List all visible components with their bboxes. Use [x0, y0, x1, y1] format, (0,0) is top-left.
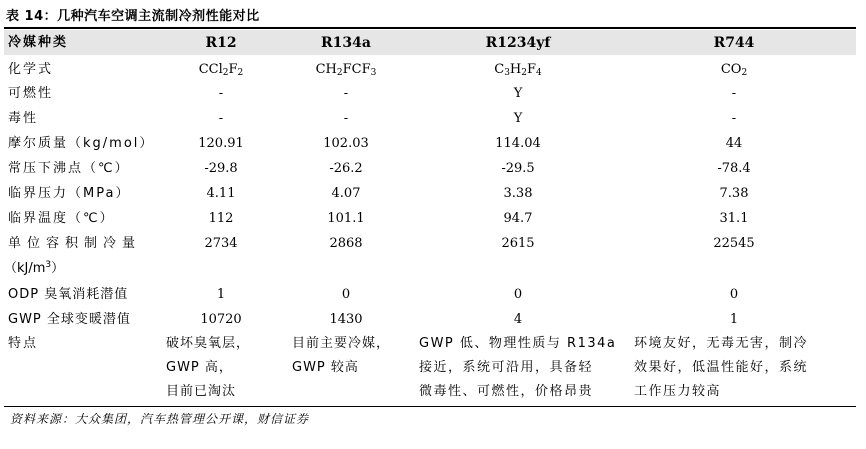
header-refrigerant-type: 冷媒种类: [8, 35, 69, 50]
row-label-flammability: 可燃性: [8, 86, 54, 101]
row-label-formula: 化学式: [8, 62, 54, 77]
row-label-critical-temperature: 临界温度（℃）: [8, 211, 115, 226]
row-label-critical-pressure: 临界压力（MPa）: [8, 186, 131, 201]
odp-r134a: 0: [341, 287, 351, 302]
features-r1234yf-line: GWP 低、物理性质与 R134a: [419, 336, 617, 351]
flammability-r12: -: [218, 86, 224, 101]
formula-r12: $CCl_2F_2$: [198, 62, 244, 78]
features-r12-line: GWP 高，: [166, 360, 233, 375]
gwp-r134a: 1430: [329, 312, 363, 327]
row-label-odp: ODP 臭氧消耗潜值: [8, 287, 129, 302]
row-label-volumetric-capacity-unit: $(kJ/m^3)$: [4, 260, 65, 276]
gwp-r744: 1: [729, 312, 739, 327]
row-label-volumetric-capacity: 单位容积制冷量: [8, 236, 142, 251]
features-r744-line: 环境友好，无毒无害，制冷: [634, 336, 809, 351]
table-bottom-rule: [4, 406, 856, 407]
features-r744-line: 效果好，低温性能好，系统: [634, 360, 809, 375]
critical-temperature-r12: 112: [208, 211, 234, 226]
formula-r134a: $CH_2FCF_3$: [315, 62, 377, 78]
gwp-r1234yf: 4: [513, 312, 523, 327]
critical-pressure-r1234yf: 3.38: [503, 186, 533, 201]
molar-mass-r1234yf: 114.04: [495, 136, 541, 151]
features-r1234yf: [419, 332, 616, 404]
critical-temperature-r1234yf: 94.7: [503, 211, 533, 226]
volumetric-capacity-r1234yf: 2615: [501, 236, 535, 251]
odp-r1234yf: 0: [513, 287, 523, 302]
boiling-point-r134a: -26.2: [329, 161, 363, 176]
boiling-point-r1234yf: -29.5: [501, 161, 535, 176]
critical-pressure-r134a: 4.07: [331, 186, 361, 201]
molar-mass-r12: 120.91: [198, 136, 244, 151]
toxicity-r1234yf: Y: [513, 111, 523, 126]
molar-mass-r744: 44: [725, 136, 743, 151]
header-r134a: R134a: [321, 35, 371, 51]
odp-r744: 0: [729, 287, 739, 302]
gwp-r12: 10720: [200, 312, 242, 327]
header-r12: R12: [205, 35, 237, 51]
critical-temperature-r134a: 101.1: [327, 211, 365, 226]
molar-mass-r134a: 102.03: [323, 136, 369, 151]
source-note: 资料来源：大众集团，汽车热管理公开课，财信证券: [10, 412, 310, 426]
row-label-toxicity: 毒性: [8, 111, 39, 126]
row-label-boiling-point: 常压下沸点（℃）: [8, 161, 130, 176]
row-label-molar-mass: 摩尔质量（kg/mol）: [8, 136, 155, 151]
features-r12-line: 破坏臭氧层，: [166, 336, 251, 351]
features-r134a-line: GWP 较高: [292, 360, 359, 375]
boiling-point-r12: -29.8: [204, 161, 238, 176]
flammability-r744: -: [731, 86, 737, 101]
formula-r1234yf: $C_3H_2F_4$: [494, 62, 542, 78]
header-r744: R744: [713, 35, 755, 51]
volumetric-capacity-r12: 2734: [204, 236, 238, 251]
boiling-point-r744: -78.4: [717, 161, 751, 176]
table-top-rule: [4, 27, 856, 29]
features-r1234yf-line: 微毒性、可燃性，价格昂贵: [419, 384, 594, 399]
flammability-r1234yf: Y: [513, 86, 523, 101]
volumetric-capacity-r744: 22545: [713, 236, 755, 251]
header-r1234yf: R1234yf: [485, 35, 551, 51]
volumetric-capacity-r134a: 2868: [329, 236, 363, 251]
critical-pressure-r12: 4.11: [206, 186, 236, 201]
table-title: 表 14：几种汽车空调主流制冷剂性能对比: [6, 9, 260, 24]
features-r1234yf-line: 接近，系统可沿用，具备轻: [419, 360, 594, 375]
row-label-gwp: GWP 全球变暖潜值: [8, 312, 131, 327]
features-r134a: [292, 332, 390, 380]
features-r12-line: 目前已淘汰: [166, 384, 237, 399]
toxicity-r744: -: [731, 111, 737, 126]
formula-r744: $CO_2$: [720, 62, 748, 78]
critical-pressure-r744: 7.38: [719, 186, 749, 201]
features-r744: [634, 332, 808, 404]
toxicity-r12: -: [218, 111, 224, 126]
flammability-r134a: -: [343, 86, 349, 101]
features-r12: [166, 332, 250, 404]
toxicity-r134a: -: [343, 111, 349, 126]
critical-temperature-r744: 31.1: [719, 211, 749, 226]
features-r134a-line: 目前主要冷媒，: [292, 336, 391, 351]
row-label-features: 特点: [8, 336, 39, 351]
features-r744-line: 工作压力较高: [634, 384, 722, 399]
odp-r12: 1: [216, 287, 226, 302]
